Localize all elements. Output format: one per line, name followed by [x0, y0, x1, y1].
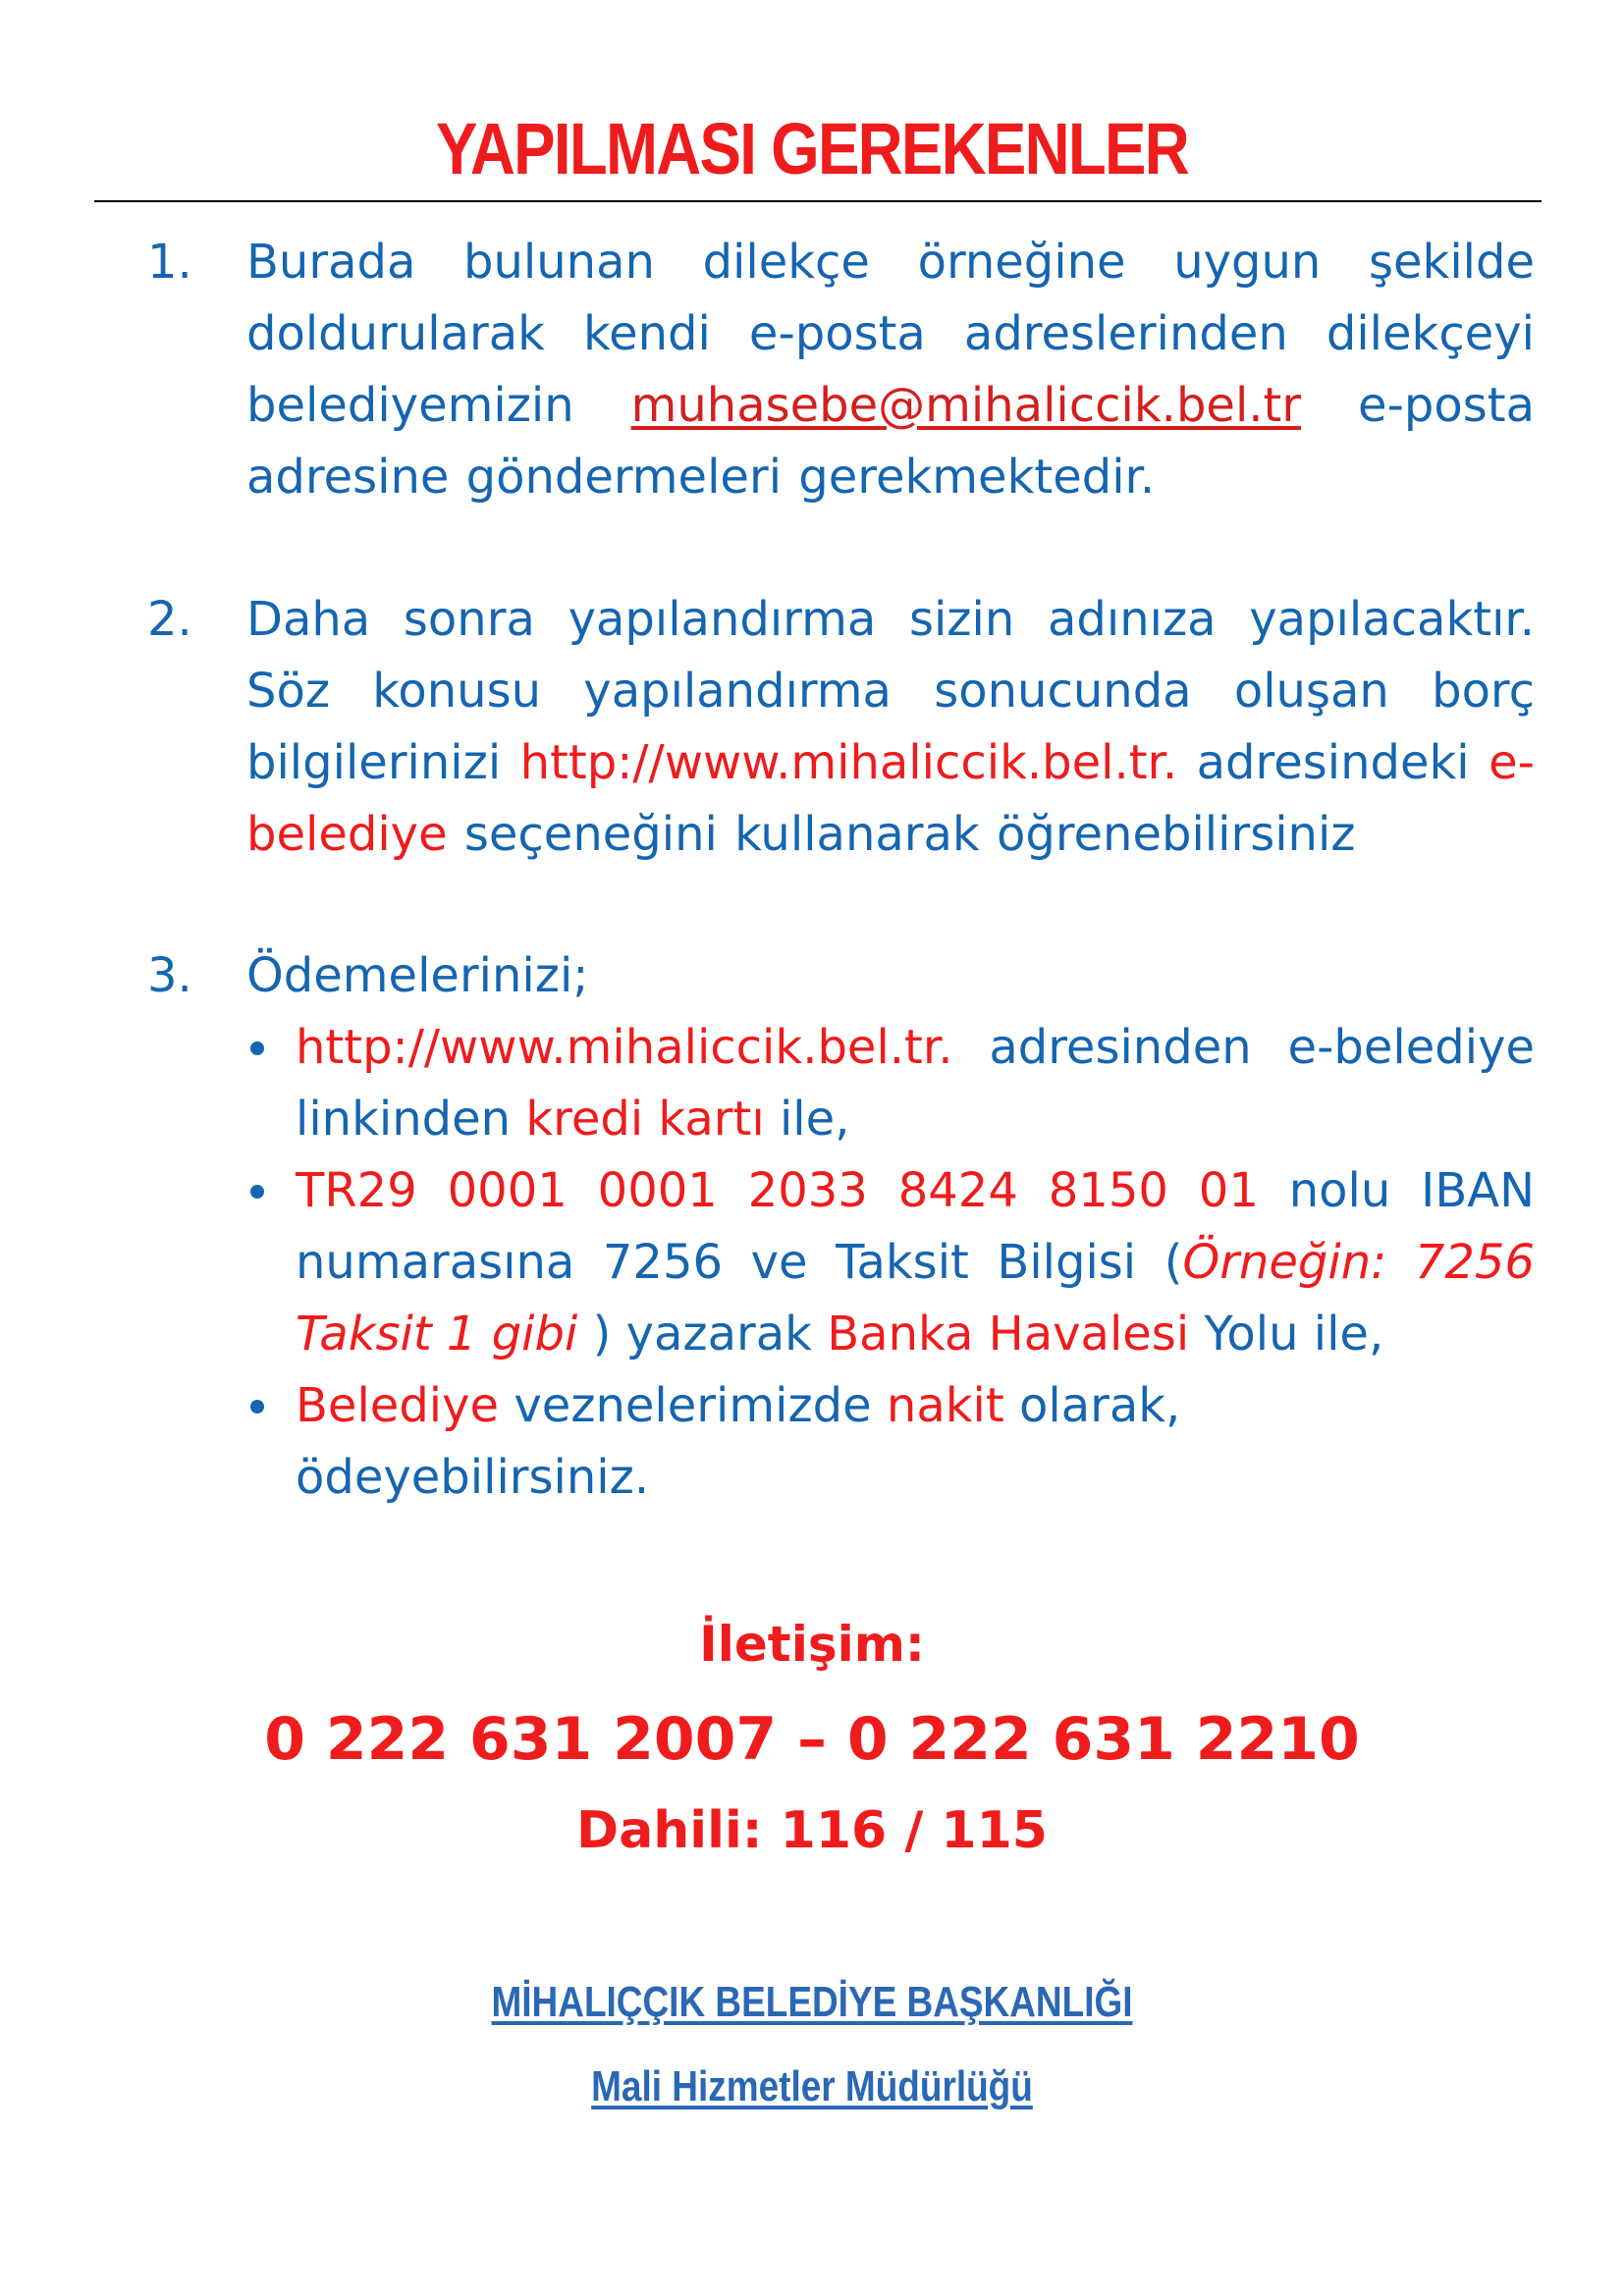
contact-internal: Dahili: 116 / 115 — [576, 1801, 1048, 1860]
item-1-number: 1. — [147, 235, 192, 290]
item-1-text-b: e-posta adresine göndermeleri gerekmektedir. — [246, 378, 1535, 505]
contact-phones: 0 222 631 2007 – 0 222 631 2210 — [264, 1705, 1360, 1774]
e-belediye-label: e-belediye — [246, 735, 1535, 862]
item-1-text — [246, 227, 1535, 513]
bullet-3-belediye: Belediye — [296, 1378, 500, 1433]
footer-department: Mali Hizmetler Müdürlüğü — [591, 2062, 1033, 2110]
item-2-number: 2. — [147, 592, 192, 647]
bullet-2-banka: Banka Havalesi — [827, 1307, 1190, 1362]
bullet-1-kredi: kredi kartı — [525, 1092, 765, 1147]
bullet-icon — [250, 1400, 264, 1414]
bullet-3-text-c: ödeyebilirsiniz. — [296, 1450, 650, 1505]
item-2-text-b: adresindeki — [1196, 735, 1470, 790]
item-3-heading: Ödemelerinizi; — [246, 948, 589, 1003]
footer-organization: MİHALIÇÇIK BELEDİYE BAŞKANLIĞI — [491, 1978, 1133, 2026]
item-2-text-a: Daha sonra yapılandırma sizin adınıza yapılacaktır. Söz konusu yapılandırma sonucunda oluşan borç bilgilerinizi — [246, 592, 1535, 790]
bullet-2-text-b: ) yazarak — [592, 1307, 812, 1362]
payment-method-cash — [0, 1370, 1535, 1514]
page-title: YAPILMASI GEREKENLER — [436, 108, 1188, 189]
bullet-1-url: http://www.mihaliccik.bel.tr. — [296, 1020, 953, 1075]
bullet-3-text-a: veznelerimizde — [514, 1378, 872, 1433]
item-1-text-a: Burada bulunan dilekçe örneğine uygun şekilde doldurularak kendi e-posta adreslerinden dilekçeyi belediyemizin — [246, 235, 1535, 433]
bullet-2-example: Örneğin: 7256 Taksit 1 gibi — [296, 1235, 1536, 1362]
item-3-number: 3. — [147, 948, 192, 1003]
bullet-3-text-b: olarak, — [1018, 1378, 1181, 1433]
item-2-text-c: seçeneğini kullanarak öğrenebilirsiniz — [463, 807, 1356, 862]
iban-number: TR29 0001 0001 2033 8424 8150 01 — [296, 1163, 1259, 1218]
bullet-2-text-a: nolu IBAN numarasına 7256 ve Taksit Bilgisi ( — [296, 1163, 1535, 1290]
bullet-1-text-b: ile, — [779, 1092, 850, 1147]
email-link[interactable]: muhasebe@mihaliccik.bel.tr — [630, 378, 1302, 433]
title-divider — [94, 200, 1542, 202]
bullet-1-text-a: adresinden e-belediye linkinden — [296, 1020, 1535, 1147]
contact-heading: İletişim: — [699, 1616, 925, 1673]
bullet-3-nakit: nakit — [886, 1378, 1004, 1433]
payment-method-bank-transfer — [0, 1155, 1535, 1370]
bullet-icon — [250, 1185, 264, 1199]
bullet-icon — [250, 1041, 264, 1055]
item-2-text — [246, 584, 1535, 871]
payment-methods-list — [0, 1012, 1624, 1514]
payment-method-online — [0, 1012, 1535, 1155]
bullet-2-text-c: Yolu ile, — [1204, 1307, 1384, 1362]
website-url: http://www.mihaliccik.bel.tr. — [519, 735, 1178, 790]
